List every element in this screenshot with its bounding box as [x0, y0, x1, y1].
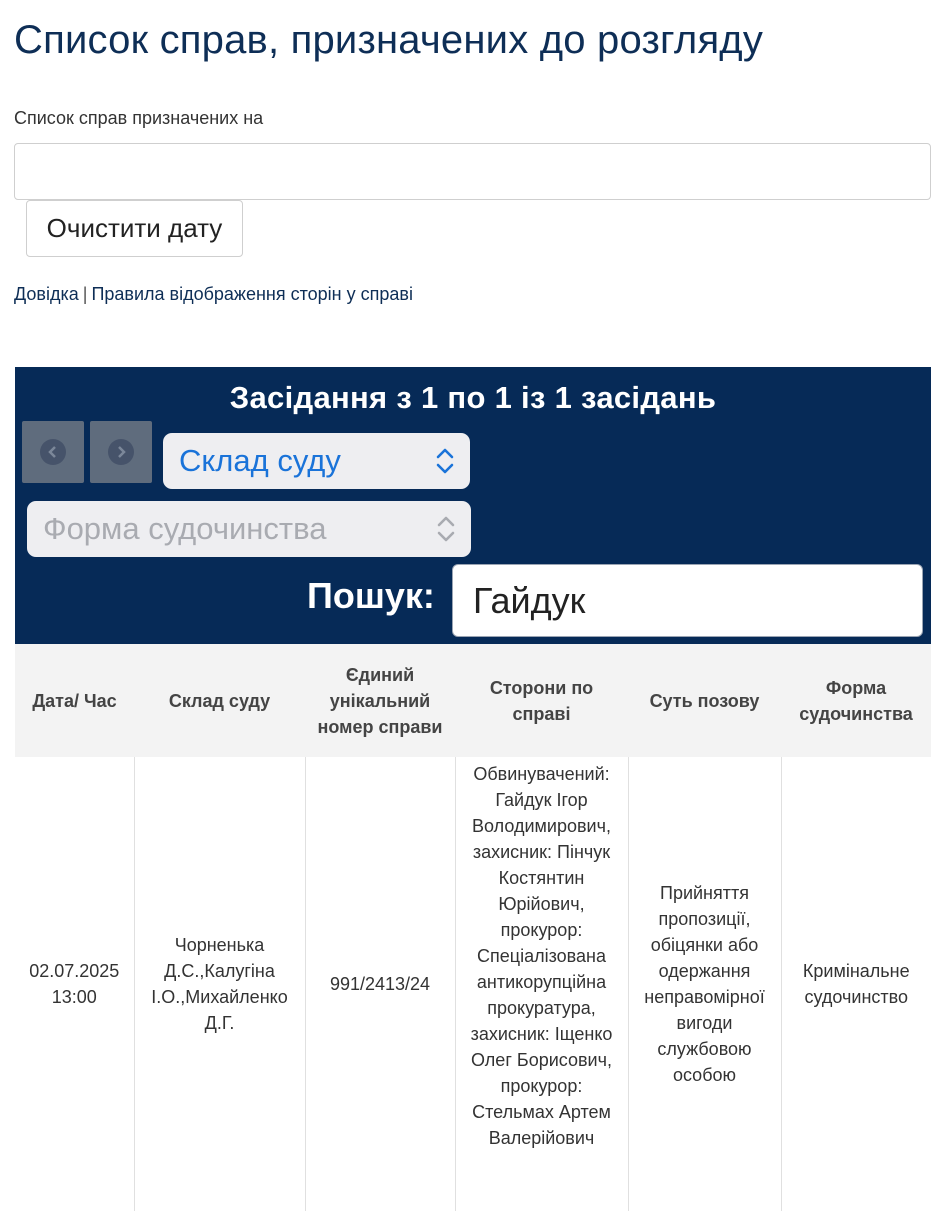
- search-input[interactable]: Гайдук: [452, 564, 923, 637]
- cell-subject: Прийняття пропозиції, обіцянки або одержання неправомірної вигоди службовою особою: [628, 757, 781, 1211]
- table-row: [15, 757, 931, 1211]
- date-input[interactable]: [14, 143, 931, 200]
- prev-page-button[interactable]: [22, 421, 84, 483]
- table-header-row: [15, 644, 931, 757]
- page-title: Список справ, призначених до розгляду: [14, 18, 764, 62]
- header-datetime[interactable]: Дата/ Час: [15, 644, 134, 757]
- cell-court: Чорненька Д.С.,Калугіна І.О.,Михайленко Д.Г.: [134, 757, 305, 1211]
- header-subject[interactable]: Суть позову: [628, 644, 781, 757]
- cell-parties: Обвинувачений: Гайдук Ігор Володимирович, захисник: Пінчук Костянтин Юрійович, прокурор: Спеціалізована антикорупційна прокуратура, захисник: Іщенко Олег Борисович, прокурор: Стельмах Артем Валерійович: [455, 757, 628, 1211]
- help-link[interactable]: Довідка: [14, 284, 79, 304]
- header-parties[interactable]: Сторони по справі: [455, 644, 628, 757]
- hearings-table: [15, 644, 931, 1211]
- court-composition-select-value: Склад суду: [179, 443, 341, 478]
- clear-date-button[interactable]: Очистити дату: [26, 200, 243, 257]
- court-composition-select[interactable]: [163, 433, 470, 489]
- header-case-number[interactable]: Єдиний унікальний номер справи: [305, 644, 455, 757]
- search-label: Пошук:: [307, 575, 435, 616]
- hearings-panel: [15, 367, 931, 644]
- header-proceeding-form[interactable]: Форма судочинства: [781, 644, 931, 757]
- select-updown-icon: [435, 514, 457, 544]
- party-display-rules-link[interactable]: Правила відображення сторін у справі: [91, 284, 413, 304]
- cell-datetime: 02.07.2025 13:00: [15, 757, 134, 1211]
- help-links: [14, 284, 413, 305]
- arrow-right-icon: [108, 439, 134, 465]
- proceeding-form-select[interactable]: [27, 501, 471, 557]
- hearings-count-heading: Засідання з 1 по 1 із 1 засідань: [229, 380, 717, 415]
- date-label: Список справ призначених на: [14, 108, 264, 128]
- header-court[interactable]: Склад суду: [134, 644, 305, 757]
- proceeding-form-select-placeholder: Форма судочинства: [43, 511, 327, 546]
- next-page-button[interactable]: [90, 421, 152, 483]
- links-separator: |: [82, 284, 88, 304]
- arrow-left-icon: [40, 439, 66, 465]
- cell-proceeding-form: Кримінальне судочинство: [802, 961, 910, 1007]
- select-updown-icon: [434, 446, 456, 476]
- cell-case-number: 991/2413/24: [305, 757, 455, 1211]
